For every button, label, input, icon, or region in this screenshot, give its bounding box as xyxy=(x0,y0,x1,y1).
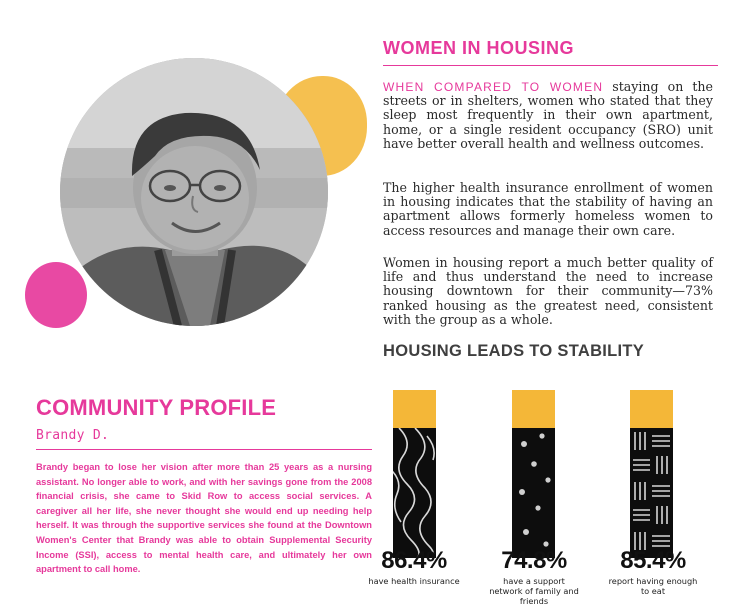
portrait-illustration xyxy=(60,58,328,326)
stat-label: have health insurance xyxy=(368,576,460,586)
stat-bar-support-network xyxy=(512,390,555,558)
stat-value: 74.8% xyxy=(501,547,567,574)
bar-yellow-cap xyxy=(512,390,555,428)
profile-story: Brandy began to lose her vision after more than 25 years as a nursing assistant. No longer able to work, and with her savings gone from the 2008 financial crisis, she came to Skid Row to access social services. A caregiver all her life, she never thought she would end up needing help herself. It was through the supportive services she found at the Downtown Women's Center that Brandy was able to obtain Supplemental Security Income (SSI), access to mental health care, and ultimately her own apartment to call home. xyxy=(36,462,372,575)
paragraph-2: The higher health insurance enrollment of women in housing indicates that the stability of having an apartment allows formerly homeless women to access resources and manage their own care. xyxy=(383,180,713,238)
portrait-collage xyxy=(20,40,360,360)
bar-yellow-cap xyxy=(393,390,436,428)
stat-bar-enough-to-eat xyxy=(630,390,673,558)
pink-watercolor-blob xyxy=(25,262,87,328)
section-title: WOMEN IN HOUSING xyxy=(383,38,718,66)
paragraph-1-lead: WHEN COMPARED TO WOMEN xyxy=(383,80,604,94)
paragraph-1 xyxy=(383,80,713,151)
dots-pattern xyxy=(512,428,555,558)
stat-support-network xyxy=(474,548,594,606)
stat-label: report having enough to eat xyxy=(608,576,698,596)
stat-label: have a support network of family and friends xyxy=(489,576,579,606)
stat-bar-health-insurance xyxy=(393,390,436,558)
woven-dashes-pattern xyxy=(630,428,673,558)
stat-enough-to-eat xyxy=(593,548,713,596)
stability-heading: HOUSING LEADS TO STABILITY xyxy=(383,342,645,360)
paragraph-1-rest: staying on the streets or in shelters, women who stated that they sleep most frequently in their own apartment, home, or a single resident occupancy (SRO) unit have better overall health and wellness outcomes. xyxy=(383,79,713,151)
bar-yellow-cap xyxy=(630,390,673,428)
stat-value: 86.4% xyxy=(381,547,447,574)
wavy-lines-pattern xyxy=(393,428,436,558)
stat-health-insurance xyxy=(354,548,474,586)
stat-value: 85.4% xyxy=(620,547,686,574)
profile-title: COMMUNITY PROFILE xyxy=(36,395,277,420)
paragraph-3: Women in housing report a much better quality of life and thus understand the need to increase housing downtown for their community—73% ranked housing as the greatest need, consistent with the group as a whole. xyxy=(383,255,713,327)
portrait-photo xyxy=(60,58,328,326)
profile-name: Brandy D. xyxy=(36,428,372,450)
